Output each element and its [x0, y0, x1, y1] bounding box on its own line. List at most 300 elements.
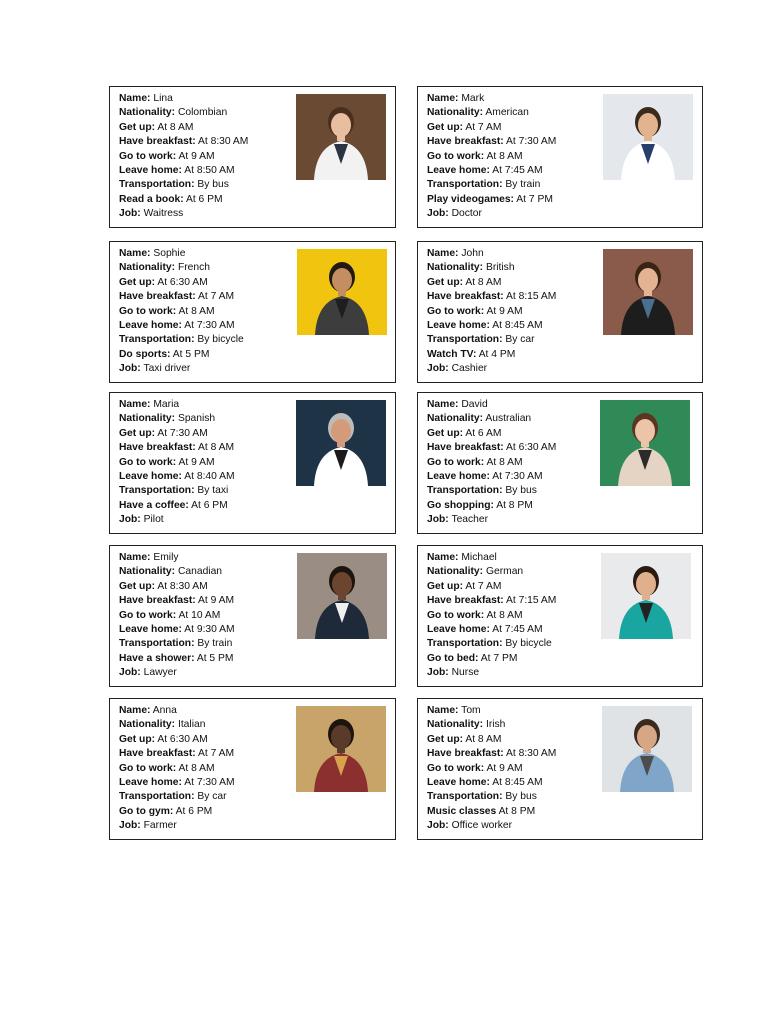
get-up-line	[119, 121, 248, 135]
get-up-line	[119, 427, 235, 441]
nationality-label: Nationality:	[427, 413, 484, 425]
leave-home-value: At 7:30 AM	[492, 471, 543, 483]
have-breakfast-label: Have breakfast:	[427, 595, 504, 607]
leave-home-value: At 9:30 AM	[184, 624, 235, 636]
leave-home-label: Leave home:	[427, 777, 490, 789]
activity-label: Have a coffee:	[119, 499, 189, 511]
activity-label: Do sports:	[119, 348, 171, 360]
get-up-line	[119, 733, 235, 747]
get-up-value: At 8 AM	[465, 276, 502, 288]
job-line	[119, 207, 248, 221]
transportation-value: By car	[505, 334, 535, 346]
have-breakfast-value: At 7:30 AM	[506, 136, 557, 148]
nationality-label: Nationality:	[427, 262, 484, 274]
nationality-value: Italian	[177, 719, 206, 731]
go-to-work-label: Go to work:	[119, 150, 177, 162]
go-to-work-value: At 9 AM	[178, 150, 215, 162]
profile-card-mark	[417, 86, 703, 228]
go-to-work-line	[119, 456, 235, 470]
activity-line	[427, 805, 556, 819]
go-to-work-line	[427, 456, 556, 470]
name-line	[119, 551, 235, 565]
get-up-value: At 6:30 AM	[157, 276, 208, 288]
nurse-photo	[601, 553, 691, 639]
transportation-line	[427, 790, 556, 804]
get-up-value: At 7 AM	[465, 121, 502, 133]
nationality-label: Nationality:	[119, 719, 176, 731]
nationality-value: British	[485, 262, 515, 274]
have-breakfast-value: At 9 AM	[198, 595, 235, 607]
profile-card-emily	[109, 545, 396, 687]
job-label: Job:	[119, 514, 141, 526]
job-label: Job:	[119, 667, 141, 679]
leave-home-label: Leave home:	[119, 320, 182, 332]
job-label: Job:	[119, 820, 141, 832]
go-to-work-label: Go to work:	[119, 762, 177, 774]
lawyer-photo	[297, 553, 387, 639]
activity-label: Go to bed:	[427, 652, 479, 664]
leave-home-label: Leave home:	[119, 471, 182, 483]
activity-value: At 7 PM	[516, 193, 553, 205]
nationality-value: German	[485, 566, 524, 578]
profile-card-michael	[417, 545, 703, 687]
leave-home-line	[427, 319, 556, 333]
get-up-line	[427, 121, 556, 135]
name-line	[119, 247, 244, 261]
nationality-line	[427, 718, 556, 732]
leave-home-line	[427, 470, 556, 484]
go-to-work-value: At 8 AM	[486, 150, 523, 162]
leave-home-line	[427, 776, 556, 790]
transportation-line	[119, 790, 235, 804]
have-breakfast-label: Have breakfast:	[427, 136, 504, 148]
activity-label: Watch TV:	[427, 348, 477, 360]
get-up-value: At 7 AM	[465, 580, 502, 592]
get-up-label: Get up:	[427, 427, 464, 439]
leave-home-line	[119, 776, 235, 790]
profile-card-john	[417, 241, 703, 383]
job-line	[427, 819, 556, 833]
nationality-line	[119, 565, 235, 579]
name-label: Name:	[119, 705, 151, 716]
leave-home-label: Leave home:	[427, 165, 490, 177]
go-to-work-value: At 9 AM	[486, 762, 523, 774]
have-breakfast-line	[427, 441, 556, 455]
go-to-work-label: Go to work:	[427, 150, 485, 162]
transportation-value: By bicycle	[197, 334, 244, 346]
activity-line	[119, 499, 235, 513]
have-breakfast-line	[427, 135, 556, 149]
leave-home-label: Leave home:	[427, 320, 490, 332]
job-value: Waitress	[143, 208, 184, 220]
nationality-line	[427, 261, 556, 275]
activity-line	[427, 348, 556, 362]
get-up-label: Get up:	[427, 733, 464, 745]
transportation-line	[119, 333, 244, 347]
get-up-line	[427, 427, 556, 441]
go-to-work-line	[427, 305, 556, 319]
taxi-driver-photo	[297, 249, 387, 335]
leave-home-line	[119, 319, 244, 333]
get-up-line	[427, 276, 556, 290]
nationality-line	[427, 565, 556, 579]
activity-value: At 5 PM	[196, 652, 234, 664]
waitress-photo	[296, 94, 386, 180]
leave-home-line	[427, 164, 556, 178]
get-up-label: Get up:	[427, 121, 464, 133]
job-value: Lawyer	[143, 667, 177, 679]
activity-line	[427, 499, 556, 513]
teacher-photo	[600, 400, 690, 486]
get-up-line	[119, 276, 244, 290]
job-line	[119, 666, 235, 680]
name-value: Mark	[461, 93, 485, 104]
profile-card-anna	[109, 698, 396, 840]
name-label: Name:	[427, 248, 459, 259]
activity-line	[119, 193, 248, 207]
go-to-work-line	[119, 609, 235, 623]
transportation-line	[427, 484, 556, 498]
nationality-value: American	[485, 107, 529, 119]
activity-value: At 8 PM	[496, 499, 533, 511]
have-breakfast-label: Have breakfast:	[119, 291, 196, 303]
job-label: Job:	[119, 208, 141, 220]
profile-card-david	[417, 392, 703, 534]
get-up-label: Get up:	[119, 427, 156, 439]
leave-home-line	[427, 623, 556, 637]
have-breakfast-value: At 7 AM	[198, 291, 235, 303]
leave-home-value: At 7:45 AM	[492, 165, 543, 177]
get-up-label: Get up:	[119, 121, 156, 133]
transportation-label: Transportation:	[427, 638, 503, 650]
job-value: Office worker	[451, 820, 513, 832]
transportation-value: By taxi	[197, 485, 229, 497]
have-breakfast-label: Have breakfast:	[119, 442, 196, 454]
transportation-label: Transportation:	[119, 791, 195, 803]
activity-value: At 5 PM	[172, 348, 210, 360]
transportation-value: By bus	[505, 485, 537, 497]
transportation-line	[427, 333, 556, 347]
profile-card-maria	[109, 392, 396, 534]
activity-line	[119, 805, 235, 819]
go-to-work-line	[427, 150, 556, 164]
go-to-work-value: At 8 AM	[178, 305, 215, 317]
name-label: Name:	[119, 399, 151, 410]
nationality-label: Nationality:	[427, 719, 484, 731]
transportation-line	[427, 637, 556, 651]
transportation-label: Transportation:	[427, 334, 503, 346]
have-breakfast-label: Have breakfast:	[119, 748, 196, 760]
get-up-label: Get up:	[427, 276, 464, 288]
nationality-value: French	[177, 262, 211, 274]
profile-details	[427, 92, 556, 222]
name-label: Name:	[427, 705, 459, 716]
job-value: Cashier	[451, 363, 488, 375]
job-line	[119, 362, 244, 376]
job-value: Farmer	[143, 820, 177, 832]
go-to-work-value: At 8 AM	[486, 456, 523, 468]
leave-home-value: At 8:45 AM	[492, 777, 543, 789]
get-up-label: Get up:	[119, 733, 156, 745]
go-to-work-line	[427, 609, 556, 623]
get-up-value: At 7:30 AM	[157, 427, 208, 439]
profile-details	[119, 398, 235, 528]
get-up-value: At 6:30 AM	[157, 733, 208, 745]
nationality-line	[119, 718, 235, 732]
nationality-value: Spanish	[177, 413, 216, 425]
name-label: Name:	[119, 93, 151, 104]
name-value: David	[461, 399, 488, 410]
nationality-label: Nationality:	[427, 566, 484, 578]
get-up-line	[119, 580, 235, 594]
leave-home-label: Leave home:	[119, 624, 182, 636]
job-line	[427, 362, 556, 376]
go-to-work-value: At 10 AM	[178, 609, 221, 621]
transportation-label: Transportation:	[119, 485, 195, 497]
transportation-value: By bus	[505, 791, 537, 803]
name-line	[427, 398, 556, 412]
go-to-work-label: Go to work:	[427, 609, 485, 621]
name-value: Emily	[153, 552, 179, 563]
leave-home-label: Leave home:	[119, 165, 182, 177]
nationality-label: Nationality:	[427, 107, 484, 119]
nationality-value: Irish	[485, 719, 506, 731]
profile-details	[119, 704, 235, 834]
nationality-value: Australian	[485, 413, 532, 425]
transportation-label: Transportation:	[119, 179, 195, 191]
activity-label: Play videogames:	[427, 193, 514, 205]
have-breakfast-label: Have breakfast:	[119, 136, 196, 148]
have-breakfast-line	[119, 594, 235, 608]
have-breakfast-line	[119, 747, 235, 761]
leave-home-value: At 8:40 AM	[184, 471, 235, 483]
go-to-work-line	[427, 762, 556, 776]
have-breakfast-label: Have breakfast:	[427, 291, 504, 303]
transportation-line	[119, 178, 248, 192]
get-up-line	[427, 733, 556, 747]
leave-home-value: At 7:45 AM	[492, 624, 543, 636]
go-to-work-label: Go to work:	[427, 305, 485, 317]
nationality-line	[427, 412, 556, 426]
leave-home-line	[119, 623, 235, 637]
have-breakfast-line	[427, 290, 556, 304]
profile-details	[119, 551, 235, 681]
profile-card-lina	[109, 86, 396, 228]
leave-home-line	[119, 470, 235, 484]
profile-details	[427, 398, 556, 528]
go-to-work-label: Go to work:	[427, 456, 485, 468]
job-label: Job:	[427, 820, 449, 832]
have-breakfast-value: At 8:30 AM	[198, 136, 249, 148]
profile-card-tom	[417, 698, 703, 840]
activity-line	[119, 652, 235, 666]
profile-details	[119, 92, 248, 222]
name-line	[427, 551, 556, 565]
nationality-line	[427, 106, 556, 120]
have-breakfast-value: At 7 AM	[198, 748, 235, 760]
activity-line	[427, 193, 556, 207]
name-line	[427, 247, 556, 261]
profile-details	[427, 551, 556, 681]
go-to-work-line	[119, 762, 235, 776]
have-breakfast-line	[119, 290, 244, 304]
name-value: Anna	[152, 705, 177, 716]
name-line	[119, 92, 248, 106]
transportation-value: By car	[197, 791, 227, 803]
have-breakfast-value: At 6:30 AM	[506, 442, 557, 454]
nationality-label: Nationality:	[119, 262, 176, 274]
activity-value: At 8 PM	[498, 805, 536, 817]
leave-home-value: At 7:30 AM	[184, 320, 235, 332]
name-line	[119, 704, 235, 718]
job-line	[119, 819, 235, 833]
name-label: Name:	[427, 399, 459, 410]
job-value: Nurse	[451, 667, 480, 679]
transportation-label: Transportation:	[119, 334, 195, 346]
have-breakfast-label: Have breakfast:	[119, 595, 196, 607]
nationality-value: Canadian	[177, 566, 223, 578]
have-breakfast-label: Have breakfast:	[427, 748, 504, 760]
transportation-line	[119, 637, 235, 651]
job-label: Job:	[119, 363, 141, 375]
job-value: Doctor	[451, 208, 482, 220]
job-label: Job:	[427, 363, 449, 375]
name-label: Name:	[427, 93, 459, 104]
have-breakfast-line	[119, 135, 248, 149]
go-to-work-label: Go to work:	[119, 305, 177, 317]
job-value: Teacher	[451, 514, 489, 526]
nationality-line	[119, 106, 248, 120]
job-line	[427, 666, 556, 680]
name-value: Tom	[461, 705, 481, 716]
nationality-value: Colombian	[177, 107, 228, 119]
name-line	[427, 704, 556, 718]
job-value: Taxi driver	[143, 363, 191, 375]
job-label: Job:	[427, 514, 449, 526]
have-breakfast-value: At 8:15 AM	[506, 291, 557, 303]
nationality-label: Nationality:	[119, 107, 176, 119]
leave-home-value: At 7:30 AM	[184, 777, 235, 789]
have-breakfast-value: At 8 AM	[198, 442, 235, 454]
job-label: Job:	[427, 667, 449, 679]
have-breakfast-line	[427, 747, 556, 761]
leave-home-line	[119, 164, 248, 178]
get-up-label: Get up:	[119, 276, 156, 288]
go-to-work-label: Go to work:	[427, 762, 485, 774]
go-to-work-value: At 8 AM	[486, 609, 523, 621]
job-line	[119, 513, 235, 527]
transportation-value: By bus	[197, 179, 229, 191]
transportation-label: Transportation:	[427, 791, 503, 803]
name-value: Maria	[153, 399, 180, 410]
leave-home-value: At 8:45 AM	[492, 320, 543, 332]
have-breakfast-value: At 8:30 AM	[506, 748, 557, 760]
transportation-line	[119, 484, 235, 498]
go-to-work-label: Go to work:	[119, 609, 177, 621]
transportation-value: By train	[197, 638, 233, 650]
name-line	[427, 92, 556, 106]
nationality-label: Nationality:	[119, 413, 176, 425]
have-breakfast-line	[119, 441, 235, 455]
leave-home-label: Leave home:	[427, 624, 490, 636]
profile-card-sophie	[109, 241, 396, 383]
have-breakfast-line	[427, 594, 556, 608]
farmer-photo	[296, 706, 386, 792]
activity-line	[119, 348, 244, 362]
job-value: Pilot	[143, 514, 164, 526]
get-up-line	[427, 580, 556, 594]
doctor-photo	[603, 94, 693, 180]
leave-home-value: At 8:50 AM	[184, 165, 235, 177]
have-breakfast-value: At 7:15 AM	[506, 595, 557, 607]
name-line	[119, 398, 235, 412]
activity-value: At 6 PM	[185, 193, 223, 205]
office-worker-photo	[602, 706, 692, 792]
job-line	[427, 513, 556, 527]
job-label: Job:	[427, 208, 449, 220]
activity-label: Go to gym:	[119, 805, 174, 817]
name-value: Michael	[461, 552, 497, 563]
activity-value: At 6 PM	[191, 499, 228, 511]
get-up-value: At 6 AM	[465, 427, 502, 439]
leave-home-label: Leave home:	[427, 471, 490, 483]
get-up-value: At 8 AM	[157, 121, 194, 133]
activity-value: At 4 PM	[478, 348, 516, 360]
get-up-value: At 8 AM	[465, 733, 502, 745]
go-to-work-label: Go to work:	[119, 456, 177, 468]
name-value: John	[461, 248, 484, 259]
job-line	[427, 207, 556, 221]
name-value: Lina	[153, 93, 173, 104]
activity-line	[427, 652, 556, 666]
activity-label: Read a book:	[119, 193, 184, 205]
activity-label: Have a shower:	[119, 652, 195, 664]
nationality-label: Nationality:	[119, 566, 176, 578]
profile-details	[427, 704, 556, 834]
have-breakfast-label: Have breakfast:	[427, 442, 504, 454]
go-to-work-line	[119, 150, 248, 164]
transportation-value: By train	[505, 179, 541, 191]
get-up-value: At 8:30 AM	[157, 580, 208, 592]
activity-value: At 7 PM	[480, 652, 518, 664]
go-to-work-line	[119, 305, 244, 319]
get-up-label: Get up:	[427, 580, 464, 592]
nationality-line	[119, 412, 235, 426]
name-label: Name:	[119, 248, 151, 259]
nationality-line	[119, 261, 244, 275]
name-label: Name:	[427, 552, 459, 563]
go-to-work-value: At 9 AM	[178, 456, 215, 468]
go-to-work-value: At 8 AM	[178, 762, 215, 774]
transportation-label: Transportation:	[427, 179, 503, 191]
transportation-value: By bicycle	[505, 638, 552, 650]
cashier-photo	[603, 249, 693, 335]
activity-label: Music classes	[427, 805, 497, 817]
profile-details	[427, 247, 556, 377]
transportation-line	[427, 178, 556, 192]
activity-label: Go shopping:	[427, 499, 494, 511]
get-up-label: Get up:	[119, 580, 156, 592]
pilot-photo	[296, 400, 386, 486]
go-to-work-value: At 9 AM	[486, 305, 523, 317]
profile-details	[119, 247, 244, 377]
activity-value: At 6 PM	[175, 805, 213, 817]
leave-home-label: Leave home:	[119, 777, 182, 789]
transportation-label: Transportation:	[119, 638, 195, 650]
name-value: Sophie	[153, 248, 186, 259]
transportation-label: Transportation:	[427, 485, 503, 497]
name-label: Name:	[119, 552, 151, 563]
